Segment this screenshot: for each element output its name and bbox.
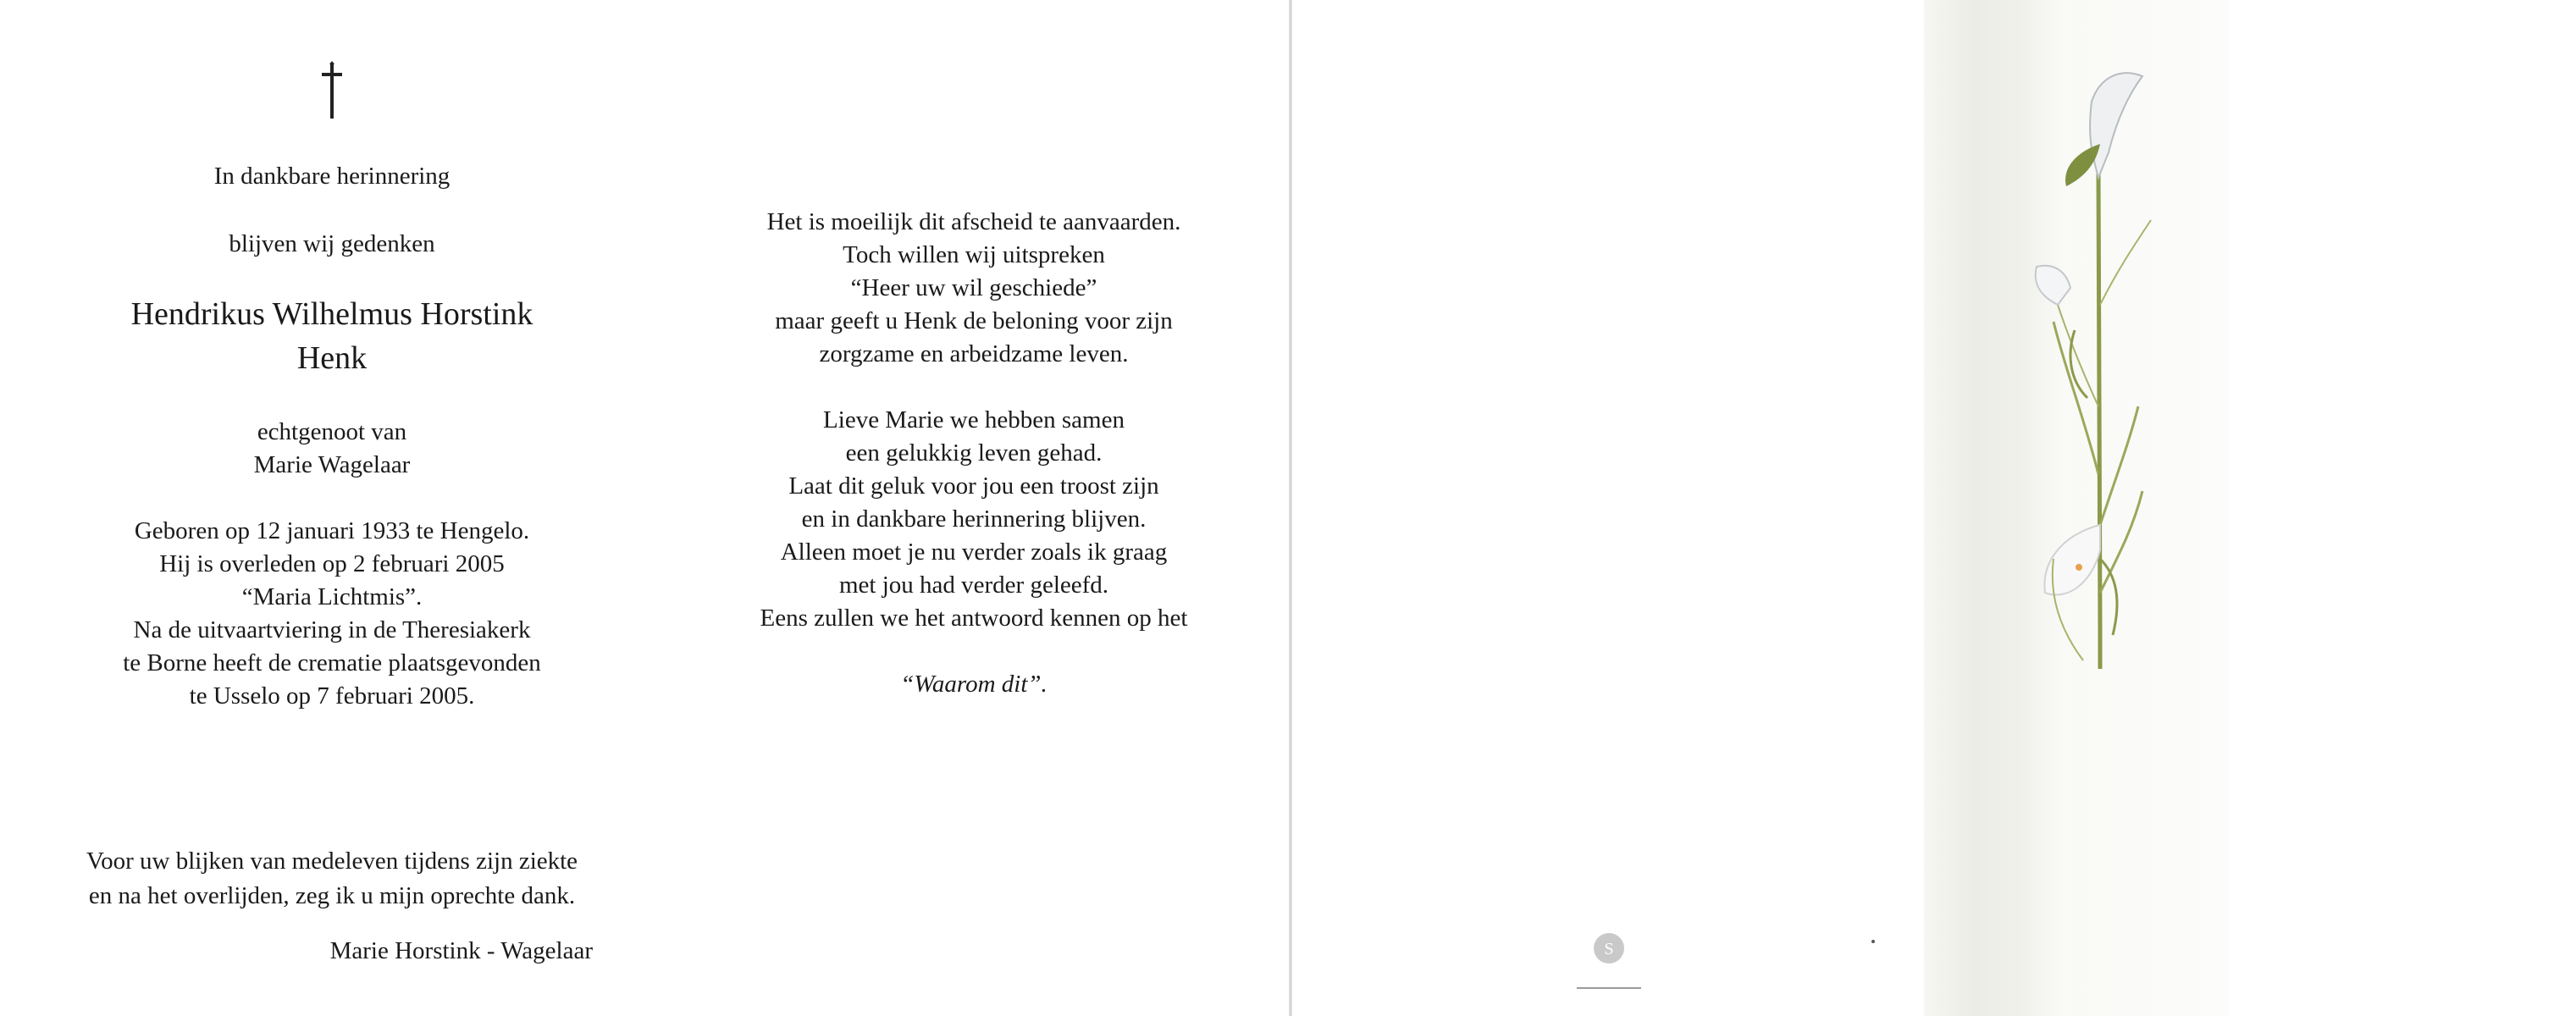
poem-line: Eens zullen we het antwoord kennen op het xyxy=(760,605,1188,632)
bio-line: te Borne heeft de crematie plaatsgevonden xyxy=(123,649,541,676)
bio-line: Na de uitvaartviering in de Theresiakerk xyxy=(133,616,531,643)
intro-line-1: In dankbare herinnering xyxy=(213,163,451,190)
poem-line: met jou had verder geleefd. xyxy=(838,572,1109,599)
speck xyxy=(1871,940,1875,943)
bio-line: Geboren op 12 januari 1933 te Hengelo. xyxy=(134,517,530,544)
bio-line: te Usselo op 7 februari 2005. xyxy=(189,682,475,710)
poem-line: een gelukkig leven gehad. xyxy=(845,439,1103,467)
deceased-nickname: Henk xyxy=(296,340,368,376)
thanks-line: en na het overlijden, zeg ik u mijn oprechte dank. xyxy=(88,882,576,909)
poem-line: Het is moeilijk dit afscheid te aanvaarden. xyxy=(766,208,1181,235)
poem-line: “Heer uw wil geschiede” xyxy=(850,274,1097,301)
poem-line: Lieve Marie we hebben samen xyxy=(823,406,1125,433)
poem-line: Laat dit geluk voor jou een troost zijn xyxy=(788,472,1159,500)
cross-icon xyxy=(288,61,376,122)
poem-line: Toch willen wij uitspreken xyxy=(843,241,1105,268)
svg-text:S: S xyxy=(1604,940,1614,958)
publisher-logo xyxy=(1575,928,1643,996)
poem-line: en in dankbare herinnering blijven. xyxy=(801,505,1147,533)
deceased-full-name: Hendrikus Wilhelmus Horstink xyxy=(130,296,533,332)
signature: Marie Horstink - Wagelaar xyxy=(329,937,593,964)
poem-line: Alleen moet je nu verder zoals ik graag xyxy=(780,538,1168,566)
poem-line: zorgzame en arbeidzame leven. xyxy=(819,340,1129,367)
thanks-line: Voor uw blijken van medeleven tijdens zijn ziekte xyxy=(86,848,578,875)
calla-lily-illustration xyxy=(1973,51,2227,677)
poem-closing: “Waarom dit”. xyxy=(900,671,1048,698)
bio-line: Hij is overleden op 2 februari 2005 xyxy=(159,550,505,577)
spouse-name: Marie Wagelaar xyxy=(253,451,411,478)
spouse-label: echtgenoot van xyxy=(257,418,407,445)
poem-line: maar geeft u Henk de beloning voor zijn xyxy=(775,307,1173,334)
intro-line-2: blijven wij gedenken xyxy=(229,230,435,257)
bio-line: “Maria Lichtmis”. xyxy=(241,583,423,610)
